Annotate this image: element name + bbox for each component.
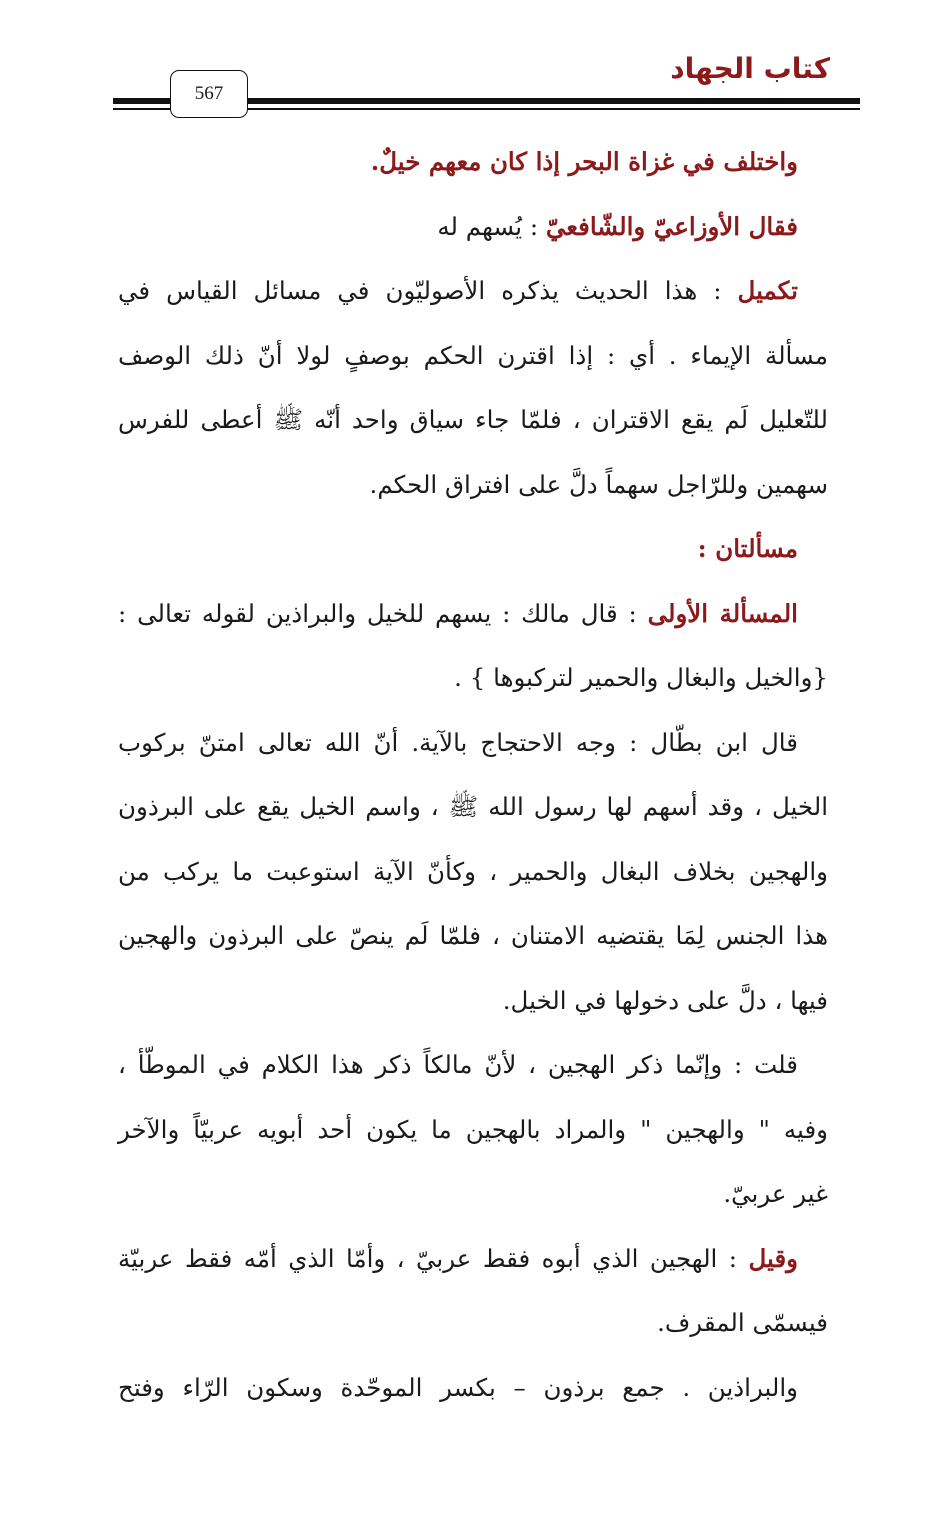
- text-line-16: [118, 1098, 828, 1163]
- line-text: وفيه " والهجين " والمراد بالهجين ما يكون أحد أبويه عربيّاً والآخر: [118, 1114, 828, 1144]
- text-line-2: [118, 195, 828, 260]
- line-text: : الهجين الذي أبوه فقط عربيّ ، وأمّا الذي أمّه فقط عربيّة: [118, 1243, 749, 1273]
- text-line-6: [118, 453, 828, 518]
- text-line-9: [118, 646, 828, 711]
- text-line-17: [118, 1162, 828, 1227]
- line-text: سهمين وللرّاجل سهماً دلَّ على افتراق الحكم.: [369, 469, 828, 499]
- line-text: والهجين بخلاف البغال والحمير ، وكأنّ الآية استوعبت ما يركب من: [118, 856, 828, 886]
- body-text: [118, 130, 828, 1420]
- book-title: كتاب الجهاد: [670, 52, 830, 85]
- page-number: 567: [194, 83, 224, 104]
- text-line-1: [118, 130, 828, 195]
- text-line-10: [118, 711, 828, 776]
- line-text: فيها ، دلَّ على دخولها في الخيل.: [502, 985, 828, 1015]
- line-lead: تكميل: [737, 276, 798, 305]
- line-text: : يُسهم له: [437, 211, 546, 241]
- page-header: [0, 0, 945, 130]
- text-line-14: [118, 969, 828, 1034]
- text-line-12: [118, 840, 828, 905]
- line-lead: فقال الأوزاعيّ والشّافعيّ: [545, 211, 798, 241]
- text-line-19: [118, 1291, 828, 1356]
- line-text: والبراذين . جمع برذون – بكسر الموحّدة وسكون الرّاء وفتح: [118, 1372, 798, 1402]
- text-line-3: [118, 259, 828, 324]
- line-text: فيسمّى المقرف.: [657, 1308, 828, 1337]
- line-text: للتّعليل لَم يقع الاقتران ، فلمّا جاء سياق واحد أنّه ﷺ أعطى للفرس: [118, 405, 828, 434]
- line-text: مسألتان :: [697, 534, 798, 563]
- line-lead: وقيل: [748, 1243, 798, 1273]
- line-text: قلت : وإنّما ذكر الهجين ، لأنّ مالكاً ذكر هذا الكلام في الموطّأ ،: [118, 1050, 798, 1079]
- text-line-13: [118, 904, 828, 969]
- text-line-8: [118, 582, 828, 647]
- text-line-7: [118, 517, 828, 582]
- line-lead: المسألة الأولى: [647, 598, 798, 628]
- text-line-5: [118, 388, 828, 453]
- line-text: : هذا الحديث يذكره الأصوليّون في مسائل القياس في: [118, 276, 738, 305]
- line-text: : قال مالك : يسهم للخيل والبراذين لقوله تعالى :: [118, 598, 648, 628]
- text-line-11: [118, 775, 828, 840]
- line-text: هذا الجنس لِمَا يقتضيه الامتنان ، فلمّا لَم ينصّ على البرذون والهجين: [118, 921, 828, 950]
- line-text: الخيل ، وقد أسهم لها رسول الله ﷺ ، واسم الخيل يقع على البرذون: [118, 792, 829, 821]
- text-line-18: [118, 1227, 828, 1292]
- line-text: واختلف في غزاة البحر إذا كان معهم خيلٌ.: [370, 147, 798, 176]
- line-text: قال ابن بطّال : وجه الاحتجاج بالآية. أنّ الله تعالى امتنّ بركوب: [118, 727, 798, 757]
- line-text: مسألة الإيماء . أي : إذا اقترن الحكم بوصفٍ لولا أنّ ذلك الوصف: [118, 340, 828, 370]
- text-line-20: [118, 1356, 828, 1421]
- page-number-box: [170, 70, 248, 118]
- text-line-4: [118, 324, 828, 389]
- text-line-15: [118, 1033, 828, 1098]
- line-text: {والخيل والبغال والحمير لتركبوها } .: [454, 663, 828, 692]
- line-text: غير عربيّ.: [723, 1179, 828, 1208]
